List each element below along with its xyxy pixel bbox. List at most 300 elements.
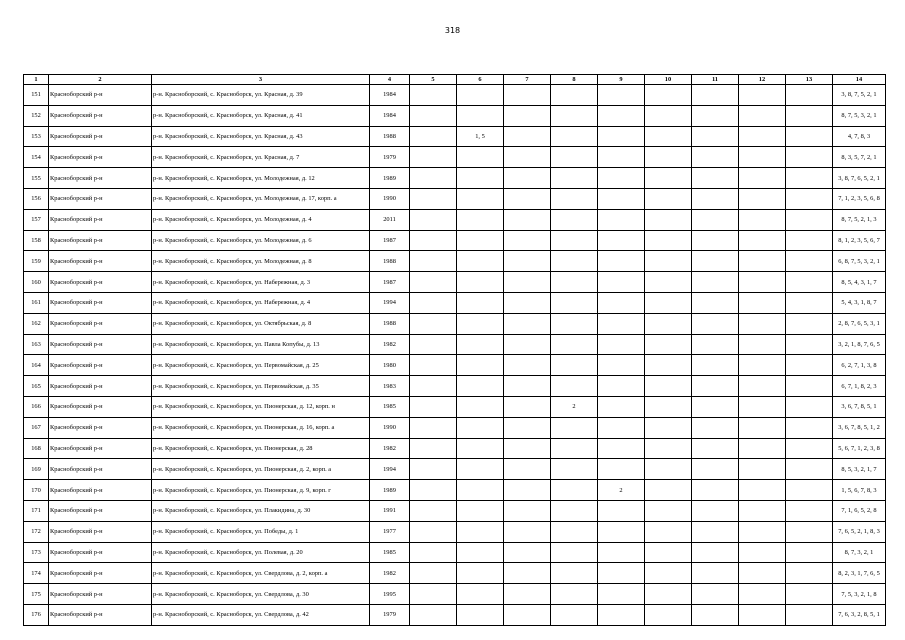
col-11-cell (692, 334, 739, 355)
col-7-cell (504, 168, 551, 189)
col-5-cell (410, 230, 457, 251)
column-header: 7 (504, 75, 551, 85)
col-7-cell (504, 188, 551, 209)
year-cell: 1977 (370, 521, 410, 542)
district-cell: Красноборский р-н (49, 230, 152, 251)
col-10-cell (645, 480, 692, 501)
col-10-cell (645, 542, 692, 563)
district-cell: Красноборский р-н (49, 188, 152, 209)
row-number-cell: 159 (24, 251, 49, 272)
col-7-cell (504, 480, 551, 501)
col-8-cell (551, 480, 598, 501)
col-14-cell: 6, 7, 1, 8, 2, 3 (833, 376, 886, 397)
col-10-cell (645, 417, 692, 438)
table-row (24, 438, 886, 459)
col-8-cell (551, 126, 598, 147)
col-6-cell (457, 584, 504, 605)
col-6-cell (457, 604, 504, 625)
col-6-cell (457, 542, 504, 563)
col-9-cell (598, 417, 645, 438)
col-9-cell (598, 459, 645, 480)
row-number-cell: 158 (24, 230, 49, 251)
col-14-cell: 8, 5, 4, 3, 1, 7 (833, 272, 886, 293)
col-8-cell (551, 438, 598, 459)
address-cell: р-н. Красноборский, с. Красноборск, ул. Пионерская, д. 2, корп. а (152, 459, 370, 480)
col-13-cell (786, 85, 833, 106)
col-6-cell (457, 313, 504, 334)
col-8-cell (551, 272, 598, 293)
year-cell: 1982 (370, 334, 410, 355)
col-14-cell: 7, 6, 5, 2, 1, 8, 3 (833, 521, 886, 542)
row-number-cell: 152 (24, 105, 49, 126)
table-row (24, 334, 886, 355)
col-9-cell (598, 126, 645, 147)
col-9-cell (598, 85, 645, 106)
col-10-cell (645, 209, 692, 230)
col-7-cell (504, 126, 551, 147)
col-13-cell (786, 209, 833, 230)
table-row (24, 126, 886, 147)
column-header: 14 (833, 75, 886, 85)
col-11-cell (692, 251, 739, 272)
col-11-cell (692, 563, 739, 584)
col-5-cell (410, 376, 457, 397)
col-13-cell (786, 438, 833, 459)
col-14-cell: 7, 1, 6, 5, 2, 8 (833, 500, 886, 521)
col-13-cell (786, 147, 833, 168)
table-row (24, 355, 886, 376)
col-13-cell (786, 480, 833, 501)
year-cell: 1982 (370, 563, 410, 584)
table-row (24, 272, 886, 293)
col-10-cell (645, 272, 692, 293)
col-9-cell (598, 438, 645, 459)
col-14-cell: 5, 4, 3, 1, 8, 7 (833, 292, 886, 313)
district-cell: Красноборский р-н (49, 126, 152, 147)
col-13-cell (786, 542, 833, 563)
table-row (24, 396, 886, 417)
col-5-cell (410, 313, 457, 334)
address-cell: р-н. Красноборский, с. Красноборск, ул. Молодежная, д. 12 (152, 168, 370, 189)
col-13-cell (786, 584, 833, 605)
col-5-cell (410, 126, 457, 147)
col-5-cell (410, 584, 457, 605)
col-8-cell (551, 188, 598, 209)
col-12-cell (739, 313, 786, 334)
address-cell: р-н. Красноборский, с. Красноборск, ул. Плакидина, д. 30 (152, 500, 370, 521)
col-6-cell (457, 168, 504, 189)
col-5-cell (410, 105, 457, 126)
district-cell: Красноборский р-н (49, 604, 152, 625)
col-14-cell: 7, 1, 2, 3, 5, 6, 8 (833, 188, 886, 209)
col-6-cell (457, 438, 504, 459)
address-cell: р-н. Красноборский, с. Красноборск, ул. Красная, д. 41 (152, 105, 370, 126)
row-number-cell: 161 (24, 292, 49, 313)
col-14-cell: 8, 7, 3, 2, 1 (833, 542, 886, 563)
col-5-cell (410, 334, 457, 355)
col-10-cell (645, 438, 692, 459)
col-13-cell (786, 292, 833, 313)
year-cell: 1991 (370, 500, 410, 521)
col-9-cell (598, 376, 645, 397)
col-13-cell (786, 604, 833, 625)
col-8-cell (551, 542, 598, 563)
col-13-cell (786, 563, 833, 584)
col-7-cell (504, 292, 551, 313)
year-cell: 1980 (370, 355, 410, 376)
table-row (24, 105, 886, 126)
year-cell: 1990 (370, 188, 410, 209)
col-10-cell (645, 584, 692, 605)
col-8-cell (551, 230, 598, 251)
column-header: 2 (49, 75, 152, 85)
col-10-cell (645, 188, 692, 209)
col-12-cell (739, 126, 786, 147)
year-cell: 1994 (370, 292, 410, 313)
col-12-cell (739, 147, 786, 168)
col-11-cell (692, 376, 739, 397)
address-cell: р-н. Красноборский, с. Красноборск, ул. Свердлова, д. 30 (152, 584, 370, 605)
col-8-cell (551, 417, 598, 438)
year-cell: 1979 (370, 604, 410, 625)
year-cell: 1994 (370, 459, 410, 480)
col-10-cell (645, 334, 692, 355)
col-5-cell (410, 147, 457, 168)
year-cell: 1989 (370, 168, 410, 189)
col-14-cell: 3, 6, 7, 8, 5, 1 (833, 396, 886, 417)
table-row (24, 85, 886, 106)
year-cell: 1988 (370, 251, 410, 272)
col-6-cell (457, 251, 504, 272)
address-cell: р-н. Красноборский, с. Красноборск, ул. Первомайская, д. 35 (152, 376, 370, 397)
col-9-cell (598, 604, 645, 625)
col-14-cell: 7, 6, 3, 2, 8, 5, 1 (833, 604, 886, 625)
col-9-cell (598, 292, 645, 313)
col-12-cell (739, 230, 786, 251)
col-7-cell (504, 209, 551, 230)
year-cell: 1989 (370, 480, 410, 501)
col-8-cell (551, 147, 598, 168)
table-row (24, 209, 886, 230)
district-cell: Красноборский р-н (49, 500, 152, 521)
col-13-cell (786, 396, 833, 417)
col-11-cell (692, 272, 739, 293)
row-number-cell: 174 (24, 563, 49, 584)
district-cell: Красноборский р-н (49, 209, 152, 230)
col-10-cell (645, 147, 692, 168)
col-7-cell (504, 396, 551, 417)
district-cell: Красноборский р-н (49, 272, 152, 293)
col-8-cell (551, 85, 598, 106)
col-14-cell: 3, 8, 7, 6, 5, 2, 1 (833, 168, 886, 189)
table-header (24, 75, 886, 85)
column-header: 5 (410, 75, 457, 85)
col-6-cell (457, 230, 504, 251)
district-cell: Красноборский р-н (49, 251, 152, 272)
col-11-cell (692, 147, 739, 168)
col-12-cell (739, 209, 786, 230)
col-6-cell (457, 209, 504, 230)
row-number-cell: 175 (24, 584, 49, 605)
col-11-cell (692, 396, 739, 417)
col-10-cell (645, 168, 692, 189)
col-7-cell (504, 500, 551, 521)
col-5-cell (410, 188, 457, 209)
col-9-cell (598, 230, 645, 251)
col-12-cell (739, 604, 786, 625)
col-11-cell (692, 521, 739, 542)
col-14-cell: 8, 7, 5, 3, 2, 1 (833, 105, 886, 126)
col-12-cell (739, 480, 786, 501)
address-cell: р-н. Красноборский, с. Красноборск, ул. Пионерская, д. 12, корп. н (152, 396, 370, 417)
col-12-cell (739, 376, 786, 397)
table-row (24, 542, 886, 563)
col-7-cell (504, 251, 551, 272)
col-9-cell (598, 355, 645, 376)
col-13-cell (786, 105, 833, 126)
col-9-cell: 2 (598, 480, 645, 501)
row-number-cell: 176 (24, 604, 49, 625)
address-cell: р-н. Красноборский, с. Красноборск, ул. Пионерская, д. 9, корп. г (152, 480, 370, 501)
col-9-cell (598, 188, 645, 209)
column-header: 8 (551, 75, 598, 85)
col-5-cell (410, 521, 457, 542)
col-10-cell (645, 563, 692, 584)
col-8-cell (551, 292, 598, 313)
col-12-cell (739, 438, 786, 459)
col-11-cell (692, 542, 739, 563)
year-cell: 1995 (370, 584, 410, 605)
col-7-cell (504, 334, 551, 355)
table-row (24, 188, 886, 209)
col-13-cell (786, 230, 833, 251)
col-6-cell (457, 417, 504, 438)
table-body (24, 85, 886, 626)
col-13-cell (786, 355, 833, 376)
col-11-cell (692, 313, 739, 334)
row-number-cell: 162 (24, 313, 49, 334)
row-number-cell: 172 (24, 521, 49, 542)
col-6-cell (457, 105, 504, 126)
col-13-cell (786, 313, 833, 334)
col-10-cell (645, 251, 692, 272)
address-cell: р-н. Красноборский, с. Красноборск, ул. Набережная, д. 4 (152, 292, 370, 313)
col-6-cell (457, 188, 504, 209)
col-5-cell (410, 563, 457, 584)
col-12-cell (739, 188, 786, 209)
address-cell: р-н. Красноборский, с. Красноборск, ул. Полевая, д. 20 (152, 542, 370, 563)
col-12-cell (739, 417, 786, 438)
col-7-cell (504, 542, 551, 563)
col-5-cell (410, 438, 457, 459)
col-12-cell (739, 168, 786, 189)
col-12-cell (739, 334, 786, 355)
col-11-cell (692, 230, 739, 251)
district-cell: Красноборский р-н (49, 85, 152, 106)
col-6-cell (457, 376, 504, 397)
col-13-cell (786, 168, 833, 189)
year-cell: 1985 (370, 396, 410, 417)
address-cell: р-н. Красноборский, с. Красноборск, ул. Свердлова, д. 42 (152, 604, 370, 625)
col-13-cell (786, 251, 833, 272)
table-row (24, 563, 886, 584)
col-13-cell (786, 272, 833, 293)
col-13-cell (786, 188, 833, 209)
row-number-cell: 173 (24, 542, 49, 563)
col-10-cell (645, 459, 692, 480)
col-6-cell (457, 85, 504, 106)
col-11-cell (692, 438, 739, 459)
district-cell: Красноборский р-н (49, 334, 152, 355)
district-cell: Красноборский р-н (49, 459, 152, 480)
col-9-cell (598, 209, 645, 230)
table-row (24, 604, 886, 625)
col-9-cell (598, 563, 645, 584)
row-number-cell: 153 (24, 126, 49, 147)
row-number-cell: 157 (24, 209, 49, 230)
col-8-cell (551, 521, 598, 542)
col-9-cell (598, 396, 645, 417)
address-cell: р-н. Красноборский, с. Красноборск, ул. Павла Копубы, д. 13 (152, 334, 370, 355)
row-number-cell: 167 (24, 417, 49, 438)
col-10-cell (645, 292, 692, 313)
col-8-cell (551, 355, 598, 376)
address-cell: р-н. Красноборский, с. Красноборск, ул. Победы, д. 1 (152, 521, 370, 542)
col-10-cell (645, 500, 692, 521)
year-cell: 1987 (370, 230, 410, 251)
col-11-cell (692, 459, 739, 480)
col-7-cell (504, 584, 551, 605)
year-cell: 1987 (370, 272, 410, 293)
district-cell: Красноборский р-н (49, 168, 152, 189)
page-number: 318 (444, 26, 461, 35)
col-11-cell (692, 168, 739, 189)
year-cell: 1988 (370, 313, 410, 334)
table-row (24, 459, 886, 480)
col-14-cell: 2, 8, 7, 6, 5, 3, 1 (833, 313, 886, 334)
col-13-cell (786, 500, 833, 521)
col-12-cell (739, 563, 786, 584)
district-cell: Красноборский р-н (49, 438, 152, 459)
col-14-cell: 8, 7, 5, 2, 1, 3 (833, 209, 886, 230)
col-5-cell (410, 355, 457, 376)
district-cell: Красноборский р-н (49, 584, 152, 605)
col-11-cell (692, 584, 739, 605)
col-9-cell (598, 542, 645, 563)
district-cell: Красноборский р-н (49, 313, 152, 334)
col-14-cell: 8, 2, 3, 1, 7, 6, 5 (833, 563, 886, 584)
col-8-cell (551, 334, 598, 355)
table-row (24, 521, 886, 542)
address-cell: р-н. Красноборский, с. Красноборск, ул. Красная, д. 43 (152, 126, 370, 147)
row-number-cell: 160 (24, 272, 49, 293)
col-14-cell: 6, 8, 7, 5, 3, 2, 1 (833, 251, 886, 272)
col-7-cell (504, 230, 551, 251)
col-12-cell (739, 251, 786, 272)
col-10-cell (645, 355, 692, 376)
address-cell: р-н. Красноборский, с. Красноборск, ул. Молодежная, д. 6 (152, 230, 370, 251)
year-cell: 1985 (370, 542, 410, 563)
table-row (24, 251, 886, 272)
year-cell: 1984 (370, 105, 410, 126)
col-12-cell (739, 396, 786, 417)
district-cell: Красноборский р-н (49, 292, 152, 313)
row-number-cell: 163 (24, 334, 49, 355)
col-12-cell (739, 355, 786, 376)
address-cell: р-н. Красноборский, с. Красноборск, ул. Свердлова, д. 2, корп. а (152, 563, 370, 584)
col-10-cell (645, 521, 692, 542)
col-9-cell (598, 272, 645, 293)
column-header: 11 (692, 75, 739, 85)
col-8-cell (551, 604, 598, 625)
address-cell: р-н. Красноборский, с. Красноборск, ул. Набережная, д. 3 (152, 272, 370, 293)
col-7-cell (504, 604, 551, 625)
row-number-cell: 170 (24, 480, 49, 501)
col-7-cell (504, 376, 551, 397)
col-13-cell (786, 521, 833, 542)
col-10-cell (645, 230, 692, 251)
address-cell: р-н. Красноборский, с. Красноборск, ул. Октябрьская, д. 8 (152, 313, 370, 334)
col-9-cell (598, 168, 645, 189)
col-14-cell: 3, 2, 1, 8, 7, 6, 5 (833, 334, 886, 355)
address-cell: р-н. Красноборский, с. Красноборск, ул. Молодежная, д. 4 (152, 209, 370, 230)
column-header: 1 (24, 75, 49, 85)
col-11-cell (692, 500, 739, 521)
col-7-cell (504, 563, 551, 584)
col-7-cell (504, 313, 551, 334)
col-7-cell (504, 272, 551, 293)
col-11-cell (692, 85, 739, 106)
row-number-cell: 168 (24, 438, 49, 459)
col-12-cell (739, 584, 786, 605)
col-6-cell (457, 272, 504, 293)
row-number-cell: 165 (24, 376, 49, 397)
col-5-cell (410, 85, 457, 106)
col-6-cell (457, 355, 504, 376)
district-cell: Красноборский р-н (49, 147, 152, 168)
row-number-cell: 156 (24, 188, 49, 209)
year-cell: 1982 (370, 438, 410, 459)
district-cell: Красноборский р-н (49, 563, 152, 584)
row-number-cell: 155 (24, 168, 49, 189)
col-14-cell: 3, 6, 7, 8, 5, 1, 2 (833, 417, 886, 438)
table-row (24, 168, 886, 189)
col-9-cell (598, 105, 645, 126)
col-5-cell (410, 604, 457, 625)
col-11-cell (692, 105, 739, 126)
col-5-cell (410, 500, 457, 521)
col-8-cell (551, 459, 598, 480)
district-cell: Красноборский р-н (49, 542, 152, 563)
district-cell: Красноборский р-н (49, 396, 152, 417)
col-13-cell (786, 126, 833, 147)
table-row (24, 417, 886, 438)
row-number-cell: 151 (24, 85, 49, 106)
col-6-cell (457, 292, 504, 313)
row-number-cell: 171 (24, 500, 49, 521)
col-5-cell (410, 480, 457, 501)
col-7-cell (504, 459, 551, 480)
col-7-cell (504, 417, 551, 438)
col-5-cell (410, 396, 457, 417)
address-cell: р-н. Красноборский, с. Красноборск, ул. Первомайская, д. 25 (152, 355, 370, 376)
column-header: 13 (786, 75, 833, 85)
address-cell: р-н. Красноборский, с. Красноборск, ул. Красная, д. 7 (152, 147, 370, 168)
year-cell: 1988 (370, 126, 410, 147)
col-13-cell (786, 334, 833, 355)
col-5-cell (410, 209, 457, 230)
row-number-cell: 164 (24, 355, 49, 376)
